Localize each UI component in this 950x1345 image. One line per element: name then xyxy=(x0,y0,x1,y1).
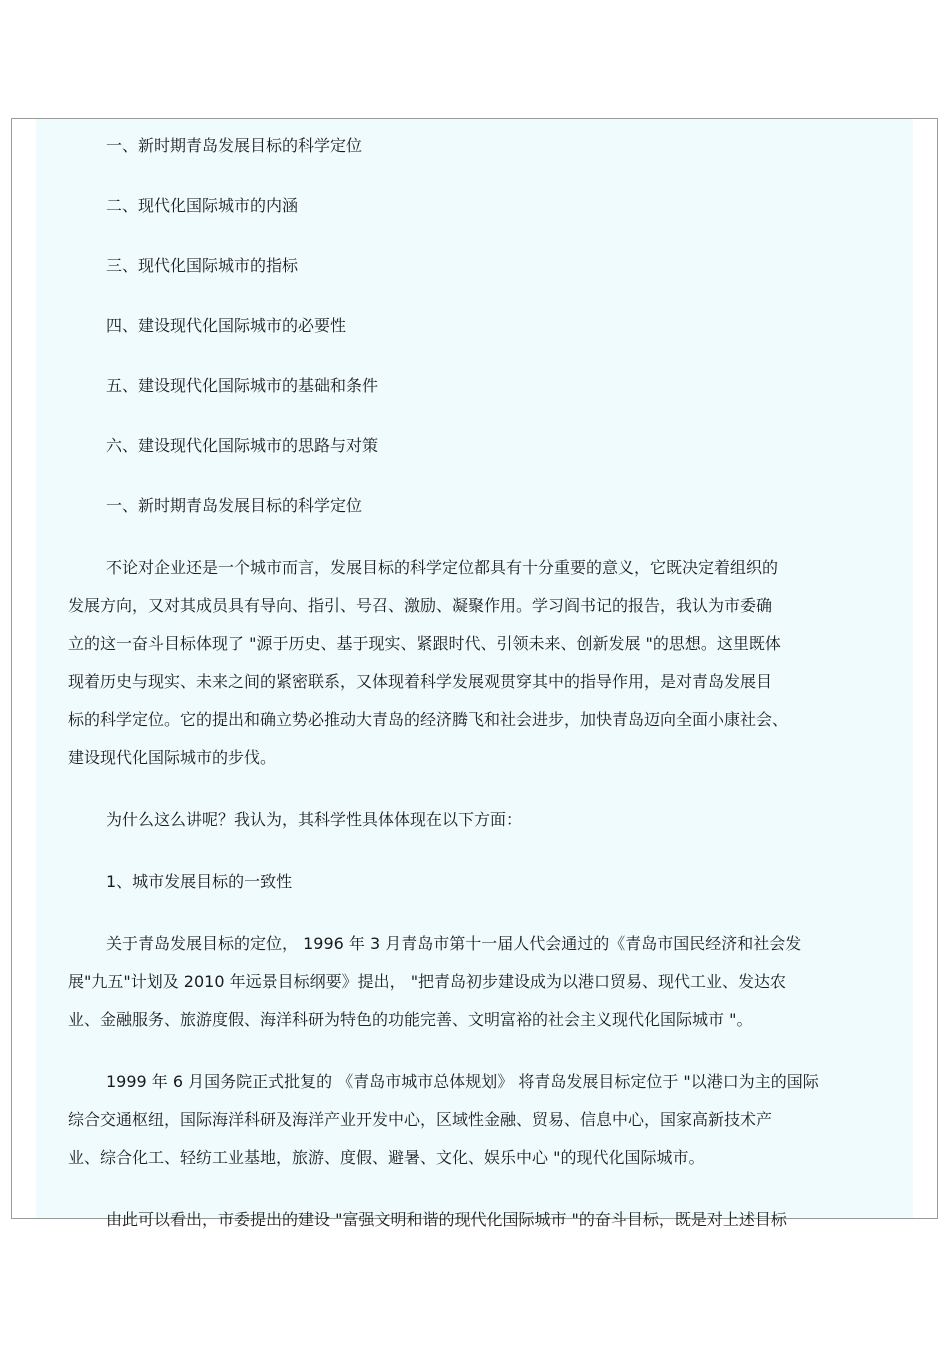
paragraph-line: 标的科学定位。它的提出和确立势必推动大青岛的经济腾飞和社会进步，加快青岛迈向全面小康社会、 xyxy=(68,710,789,729)
document-content xyxy=(68,131,888,1265)
toc-item-4: 四、建设现代化国际城市的必要性 xyxy=(106,316,347,335)
paragraph-line: 建设现代化国际城市的步伐。 xyxy=(68,748,277,767)
paragraph-6 xyxy=(68,1203,888,1235)
paragraph-4 xyxy=(68,927,888,1035)
paragraph-line: 展"九五"计划及 2010 年远景目标纲要》提出， "把青岛初步建设成为以港口贸易、现代工业、发达农 xyxy=(68,972,787,991)
toc-item-1: 一、新时期青岛发展目标的科学定位 xyxy=(106,136,363,155)
paragraph-line: 发展方向，又对其成员具有导向、指引、号召、激励、凝聚作用。学习阎书记的报告，我认为市委确 xyxy=(68,596,773,615)
paragraph-line: 综合交通枢纽，国际海洋科研及海洋产业开发中心，区域性金融、贸易、信息中心，国家高新技术产 xyxy=(68,1110,773,1129)
paragraph-line: 为什么这么讲呢？我认为，其科学性具体体现在以下方面： xyxy=(106,810,523,829)
paragraph-line: 业、综合化工、轻纺工业基地，旅游、度假、避暑、文化、娱乐中心 "的现代化国际城市。 xyxy=(68,1148,705,1167)
toc-item-5: 五、建设现代化国际城市的基础和条件 xyxy=(106,376,379,395)
paragraph-line: 1999 年 6 月国务院正式批复的 《青岛市城市总体规划》 将青岛发展目标定位于 "以港口为主的国际 xyxy=(106,1072,819,1091)
paragraph-3 xyxy=(68,865,888,897)
paragraph-line: 业、金融服务、旅游度假、海洋科研为特色的功能完善、文明富裕的社会主义现代化国际城市 "。 xyxy=(68,1010,753,1029)
paragraph-line: 由此可以看出，市委提出的建设 "富强文明和谐的现代化国际城市 "的奋斗目标，既是对上述目标 xyxy=(106,1210,787,1229)
paragraph-5 xyxy=(68,1065,888,1173)
document-frame xyxy=(11,118,938,1229)
paragraph-line: 立的这一奋斗目标体现了 "源于历史、基于现实、紧跟时代、引领未来、创新发展 "的思想。这里既体 xyxy=(68,634,781,653)
toc-item-6: 六、建设现代化国际城市的思路与对策 xyxy=(106,436,379,455)
paragraph-2 xyxy=(68,803,888,835)
paragraph-line: 不论对企业还是一个城市而言，发展目标的科学定位都具有十分重要的意义，它既决定着组织的 xyxy=(106,558,779,577)
paragraph-line: 1、城市发展目标的一致性 xyxy=(106,872,293,891)
paragraph-line: 现着历史与现实、未来之间的紧密联系，又体现着科学发展观贯穿其中的指导作用，是对青岛发展目 xyxy=(68,672,773,691)
toc-item-3: 三、现代化国际城市的指标 xyxy=(106,256,299,275)
section-heading: 一、新时期青岛发展目标的科学定位 xyxy=(106,496,363,515)
paragraph-1 xyxy=(68,551,888,773)
toc-item-2: 二、现代化国际城市的内涵 xyxy=(106,196,299,215)
paragraph-line: 关于青岛发展目标的定位， 1996 年 3 月青岛市第十一届人代会通过的《青岛市国民经济和社会发 xyxy=(106,934,802,953)
